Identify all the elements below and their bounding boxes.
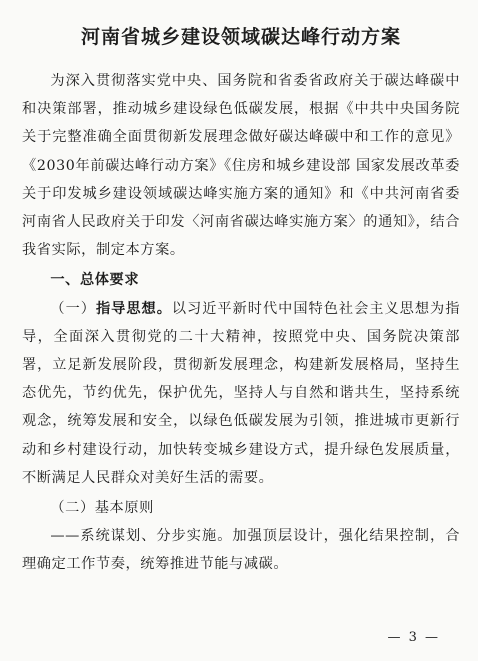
page-number: — 3 — — [387, 630, 440, 645]
guiding-ideology-paragraph — [22, 295, 460, 492]
guiding-ideology-text: 以习近平新时代中国特色社会主义思想为指导，全面深入贯彻党的二十大精神，按照党中央、国务院决策部署，立足新发展阶段，贯彻新发展理念，构建新发展格局，坚持生态优先，节约优先，保护优先，坚持人与自然和谐共生，坚持系统观念，统筹发展和安全，以绿色低碳发展为引领，推进城市更新行动和乡村建设行动，加快转变城乡建设方式，提升绿色发展质量，不断满足人民群众对美好生活的需要。 — [22, 300, 460, 486]
intro-paragraph: 为深入贯彻落实党中央、国务院和省委省政府关于碳达峰碳中和决策部署，推动城乡建设绿色低碳发展，根据《中共中央国务院关于完整准确全面贯彻新发展理念做好碳达峰碳中和工作的意见》《2030年前碳达峰行动方案》《住房和城乡建设部 国家发展改革委关于印发城乡建设领域碳达峰实施方案的通知》和《中共河南省委河南省人民政府关于印发〈河南省碳达峰实施方案〉的通知》，结合我省实际，制定本方案。 — [22, 73, 460, 259]
subsection-number: （一） — [50, 300, 96, 317]
guiding-ideology-title: 指导思想。 — [95, 300, 172, 317]
principle-paragraph: ——系统谋划、分步实施。加强顶层设计，强化结果控制，合理确定工作节奏，统筹推进节能与减碳。 — [22, 528, 460, 573]
subsection-heading-basic-principles: （二）基本原则 — [50, 500, 154, 517]
document-title: 河南省城乡建设领域碳达峰行动方案 — [80, 26, 401, 48]
section-heading-general-requirements: 一、总体要求 — [50, 272, 140, 289]
